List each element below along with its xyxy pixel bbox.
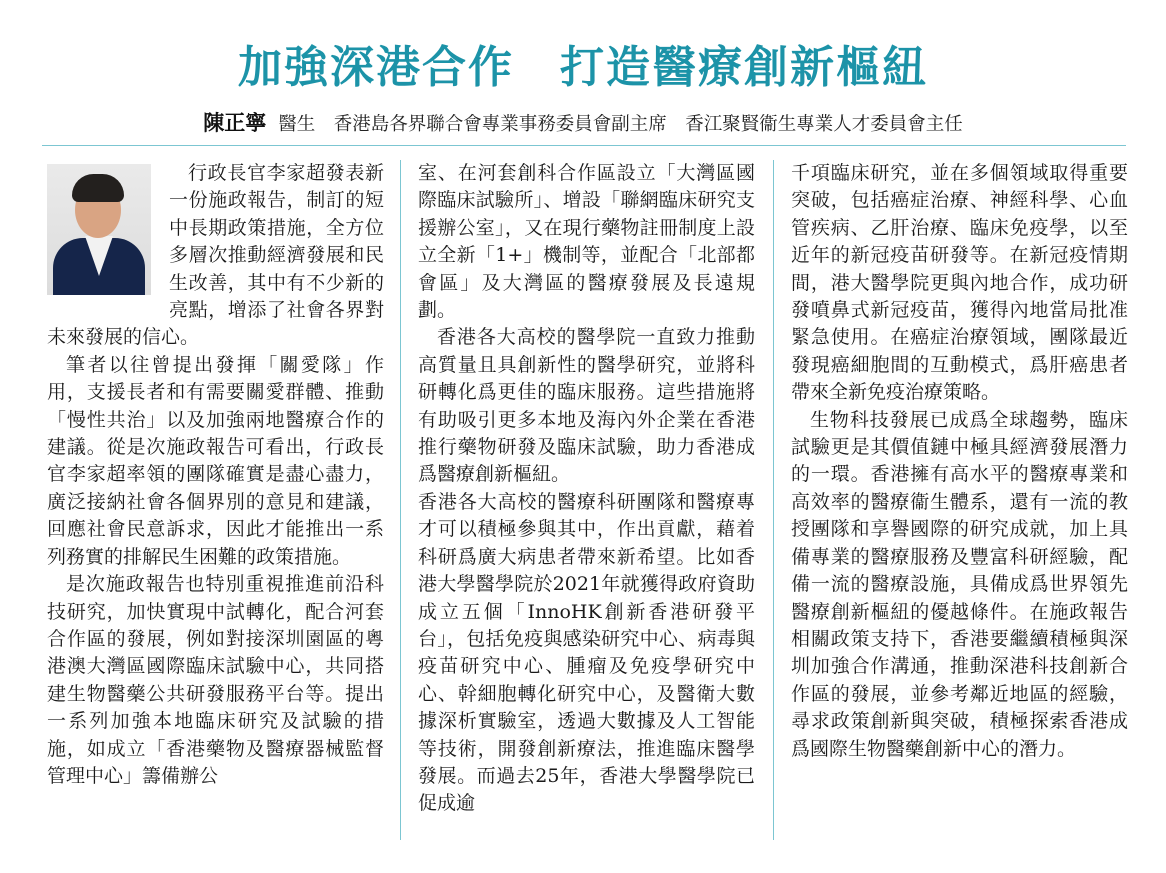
author-titles: 醫生 香港島各界聯合會專業事務委員會副主席 香江聚賢衞生專業人才委員會主任 xyxy=(278,114,963,135)
article-title: 加強深港合作 打造醫療創新樞紐 xyxy=(238,42,928,93)
paragraph: 生物科技發展已成爲全球趨勢，臨床試驗更是其價值鏈中極具經濟發展潛力的一環。香港擁有高水平的醫療專業和高效率的醫療衞生體系，還有一流的教授團隊和享譽國際的研究成就，加上具備專業的醫療服務及豐富科研經驗，配備一流的醫療設施，具備成爲世界領先醫療創新樞紐的優越條件。在施政報告相關政策支持下，香港要繼續積極與深圳加強合作溝通，推動深港科技創新合作區的發展，並參考鄰近地區的經驗，尋求政策創新與突破，積極探索香港成爲國際生物醫藥創新中心的潛力。 xyxy=(791,408,1128,760)
article-column-3 xyxy=(791,160,1128,763)
paragraph: 室、在河套創科合作區設立「大灣區國際臨床試驗所」、增設「聯網臨床研究支援辦公室」，又在現行藥物註冊制度上設立全新「1+」機制等，並配合「北部都會區」及大灣區的醫療發展及長遠規劃。 xyxy=(418,162,755,322)
article-column-1 xyxy=(47,160,384,790)
paragraph: 香港各大高校的醫療科研團隊和醫療專才可以積極參與其中，作出貢獻，藉着科研爲廣大病患者帶來新希望。比如香港大學醫學院於2021年就獲得政府資助成立五個「InnoHK創新香港研發平台」，包括免疫與感染研究中心、病毒與疫苗研究中心、腫瘤及免疫學研究中心、幹細胞轉化研究中心，及醫衛大數據深析實驗室，透過大數據及人工智能等技術，開發創新療法，推進臨床醫學發展。而過去25年，香港大學醫學院已促成逾 xyxy=(418,490,755,815)
paragraph: 千項臨床研究，並在多個領域取得重要突破，包括癌症治療、神經科學、心血管疾病、乙肝治療、臨床免疫學，以至近年的新冠疫苗研發等。在新冠疫情期間，港大醫學院更與內地合作，成功研發噴鼻式新冠疫苗，獲得內地當局批准緊急使用。在癌症治療領域，團隊最近發現癌細胞間的互動模式，爲肝癌患者帶來全新免疫治療策略。 xyxy=(791,162,1128,404)
author-name: 陳正寧 xyxy=(203,111,267,135)
column-divider xyxy=(773,160,774,840)
paragraph: 是次施政報告也特別重視推進前沿科技研究，加快實現中試轉化，配合河套合作區的發展，例如對接深圳園區的粵港澳大灣區國際臨床試驗中心，共同搭建生物醫藥公共研發服務平台等。提出一系列加強本地臨床研究及試驗的措施，如成立「香港藥物及醫療器械監督管理中心」籌備辦公 xyxy=(47,573,384,787)
byline xyxy=(0,110,1166,138)
paragraph: 筆者以往曾提出發揮「關愛隊」作用，支援長者和有需要關愛群體、推動「慢性共治」以及加強兩地醫療合作的建議。從是次施政報告可看出，行政長官李家超率領的團隊確實是盡心盡力，廣泛接納社會各個界別的意見和建議，回應社會民意訴求，因此才能推出一系列務實的排解民生困難的政策措施。 xyxy=(47,353,384,568)
author-photo xyxy=(47,164,151,295)
paragraph: 香港各大高校的醫學院一直致力推動高質量且具創新性的醫學研究，並將科研轉化爲更佳的臨床服務。這些措施將有助吸引更多本地及海內外企業在香港推行藥物研發及臨床試驗，助力香港成爲醫療創新樞紐。 xyxy=(418,326,755,486)
column-divider xyxy=(400,160,401,840)
title-divider xyxy=(42,145,1126,146)
article-column-2 xyxy=(418,160,755,818)
paragraph: 行政長官李家超發表新一份施政報告，制訂的短中長期政策措施，全方位多層次推動經濟發展和民生改善，其中有不少新的亮點，增添了社會各界對未來發展的信心。 xyxy=(47,162,384,349)
